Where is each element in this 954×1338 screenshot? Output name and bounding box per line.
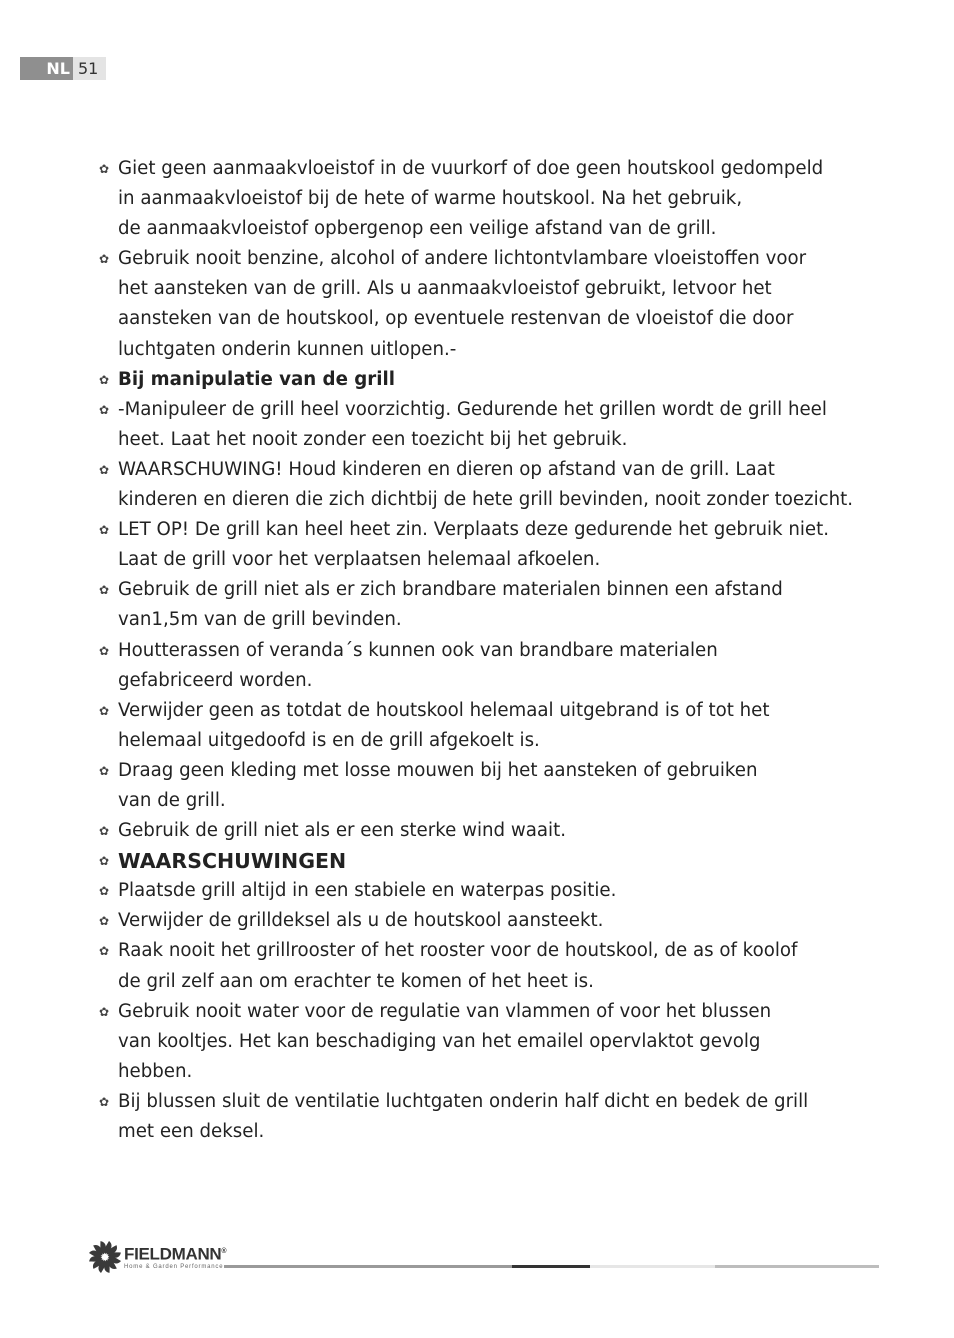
bullet-icon: ✿ [99,523,110,538]
list-item [99,515,899,575]
item-text: Gebruik nooit benzine, alcohol of andere lichtontvlambare vloeistoffen voor het aansteken van de grill. Als u aanmaakvloeistof gebruikt, letvoor het aansteken van de houtskool, op eventuele restenvan de vloeistof die door luchtgaten onderin kunnen uitlopen.- [118,248,807,360]
bullet-icon: ✿ [99,643,110,658]
item-text: Gebruik de grill niet als er een sterke wind waait. [118,820,566,842]
bullet-icon: ✿ [99,884,110,899]
item-text: WAARSCHUWINGEN [118,849,347,874]
bullet-icon: ✿ [99,252,110,267]
brand-logo [88,1240,226,1274]
item-text: Bij manipulatie van de grill [118,368,395,390]
list-item [99,876,899,906]
bullet-icon: ✿ [99,824,110,839]
list-item [99,575,899,635]
flower-icon [88,1240,122,1274]
list-item [99,1087,899,1147]
item-text: Verwijder geen as totdat de houtskool helemaal uitgebrand is of tot het helemaal uitgedoofd is en de grill afgekoelt is. [118,699,770,751]
bullet-icon: ✿ [99,914,110,929]
list-item [99,636,899,696]
brand-text [124,1243,226,1271]
section-heading [99,846,899,876]
item-text: Gebruik nooit water voor de regulatie van vlammen of voor het blussen van kooltjes. Het kan beschadiging van het emailel opervlaktot gevolg hebben. [118,1000,772,1082]
list-item [99,756,899,816]
bullet-icon: ✿ [99,1094,110,1109]
item-text: Verwijder de grilldeksel als u de houtskool aansteekt. [118,910,604,932]
list-item [99,696,899,756]
bullet-icon: ✿ [99,583,110,598]
bullet-icon: ✿ [99,402,110,417]
list-item [99,365,899,395]
brand-tagline: Home & Garden Performance [124,1263,224,1270]
item-text: LET OP! De grill kan heel heet zin. Verplaats deze gedurende het gebruik niet. Laat de grill voor het verplaatsen helemaal afkoelen. [118,519,830,571]
footer-divider-2 [512,1265,590,1268]
bullet-icon: ✿ [99,372,110,387]
bullet-icon: ✿ [99,1004,110,1019]
brand-name: FIELDMANN® [124,1244,227,1264]
item-text: Bij blussen sluit de ventilatie luchtgaten onderin half dicht en bedek de grill met een deksel. [118,1090,809,1142]
page-number: 51 [73,57,106,80]
item-text: Draag geen kleding met losse mouwen bij het aansteken of gebruiken van de grill. [118,759,758,811]
item-text: -Manipuleer de grill heel voorzichtig. Gedurende het grillen wordt de grill heel heet. Laat het nooit zonder een toezicht bij het gebruik. [118,398,827,450]
page-label [20,57,106,80]
list-item [99,154,899,244]
list-item [99,244,899,364]
item-text: Plaatsde grill altijd in een stabiele en waterpas positie. [118,880,617,902]
bullet-icon: ✿ [99,462,110,477]
bullet-icon: ✿ [99,162,110,176]
item-text: Gebruik de grill niet als er zich brandbare materialen binnen een afstand van1,5m van de grill bevinden. [118,579,783,631]
bullet-icon: ✿ [99,703,110,718]
footer-divider-3 [590,1265,715,1268]
footer-divider-1 [224,1265,512,1268]
list-item [99,906,899,936]
item-text: Houtterassen of veranda´s kunnen ook van brandbare materialen gefabriceerd worden. [118,639,718,691]
bullet-icon: ✿ [99,944,110,959]
list-item [99,997,899,1087]
list-item [99,936,899,996]
bullet-icon: ✿ [99,763,110,778]
list-item [99,816,899,846]
footer-divider-4 [715,1265,879,1268]
instructions-list [99,154,899,1147]
bullet-icon: ✿ [99,854,110,869]
list-item [99,455,899,515]
item-text: WAARSCHUWING! Houd kinderen en dieren op afstand van de grill. Laat kinderen en dieren die zich dichtbij de hete grill bevinden, nooit zonder toezicht. [118,458,854,511]
item-text: Giet geen aanmaakvloeistof in de vuurkorf of doe geen houtskool gedompeld in aanmaakvloeistof bij de hete of warme houtskool. Na het gebruik, de aanmaakvloeistof opbergenop een veilige afstand van de grill. [118,158,824,240]
language-code: NL [20,57,73,80]
item-text: Raak nooit het grillrooster of het rooster voor de houtskool, de as of koolof de gril zelf aan om erachter te komen of het heet is. [118,940,798,992]
list-item [99,395,899,455]
